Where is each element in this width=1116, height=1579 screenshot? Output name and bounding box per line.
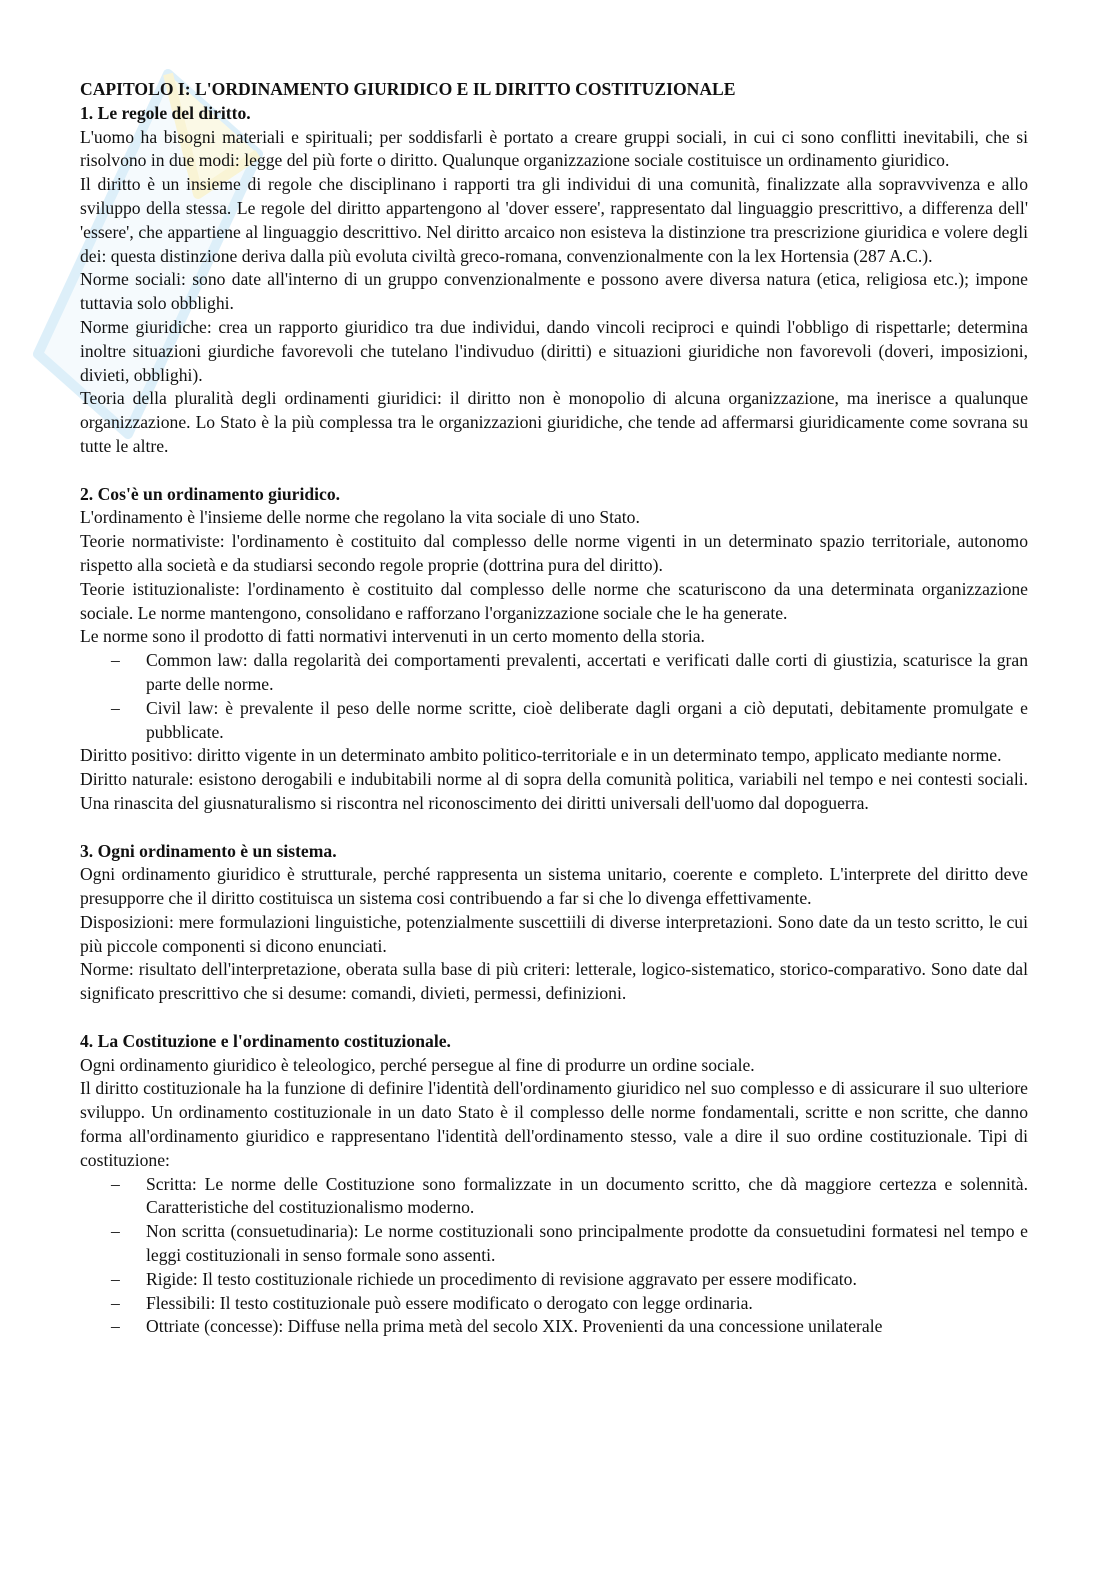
list-item: [80, 1173, 1028, 1221]
list-item: [80, 649, 1028, 697]
paragraph: L'ordinamento è l'insieme delle norme che regolano la vita sociale di uno Stato.: [80, 507, 640, 528]
dash-bullet-icon: –: [111, 1292, 120, 1313]
list-item: [80, 1268, 1028, 1292]
paragraph: Norme sociali: sono date all'interno di un gruppo convenzionalmente e possono avere diversa natura (etica, religiosa etc.); impone tuttavia solo obblighi.: [80, 269, 1028, 314]
list-item: [80, 1220, 1028, 1268]
paragraph: Ogni ordinamento giuridico è strutturale, perché rappresenta un sistema unitario, coerente e completo. L'interprete del diritto deve presupporre che il diritto costituisca un sistema cosi contribuendo a far si che lo divenga effettivamente.: [80, 864, 1028, 909]
paragraph: Ogni ordinamento giuridico è teleologico, perché persegue al fine di produrre un ordine sociale.: [80, 1054, 755, 1075]
section-heading: 3. Ogni ordinamento è un sistema.: [80, 840, 337, 861]
bullet-list: [80, 649, 1028, 744]
paragraph: Teoria della pluralità degli ordinamenti giuridici: il diritto non è monopolio di alcuna organizzazione, ma inerisce a qualunque organizzazione. Lo Stato è la più complessa tra le organizzazioni giuridiche, che tende ad affermarsi giuridicamente come sovrana su tutte le altre.: [80, 388, 1028, 456]
list-item-text: Non scritta (consuetudinaria): Le norme costituzionali sono principalmente prodotte da consuetudini formatesi nel tempo e leggi costituzionali in senso formale sono assenti.: [146, 1221, 1028, 1266]
section-2: [80, 483, 1028, 816]
list-item: [80, 697, 1028, 745]
dash-bullet-icon: –: [111, 650, 120, 671]
section-1: [80, 102, 1028, 459]
paragraph: Diritto naturale: esistono derogabili e indubitabili norme al di sopra della comunità politica, variabili nel tempo e nei contesti sociali. Una rinascita del giusnaturalismo si riscontra nel riconoscimento dei diritti universali dell'uomo dal dopoguerra.: [80, 769, 1028, 813]
list-item-text: Ottriate (concesse): Diffuse nella prima metà del secolo XIX. Provenienti da una concessione unilaterale: [146, 1316, 883, 1337]
document-page: [80, 78, 1028, 1339]
section-4: [80, 1030, 1028, 1339]
list-item: [80, 1315, 1028, 1339]
dash-bullet-icon: –: [111, 1268, 120, 1289]
dash-bullet-icon: –: [111, 1221, 120, 1242]
document-title: CAPITOLO I: L'ORDINAMENTO GIURIDICO E IL DIRITTO COSTITUZIONALE: [80, 79, 736, 99]
dash-bullet-icon: –: [111, 1316, 120, 1337]
list-item-text: Rigide: Il testo costituzionale richiede un procedimento di revisione aggravato per essere modificato.: [146, 1268, 857, 1289]
paragraph: Il diritto è un insieme di regole che disciplinano i rapporti tra gli individui di una comunità, finalizzate alla sopravvivenza e allo sviluppo della stessa. Le regole del diritto appartengono al 'dover essere', rappresentato dal linguaggio prescrittivo, a differenza dell' 'essere', che appartiene al linguaggio descrittivo. Nel diritto arcaico non esisteva la distinzione tra prescrizione giuridica e volere degli dei: questa distinzione deriva dalla più evoluta civiltà greco-romana, convenzionalmente con la lex Hortensia (287 A.C.).: [80, 174, 1028, 266]
section-3: [80, 840, 1028, 1007]
paragraph: Norme: risultato dell'interpretazione, oberata sulla base di più criteri: letterale, logico-sistematico, storico-comparativo. Sono date dal significato prescrittivo che si desume: comandi, divieti, permessi, definizioni.: [80, 959, 1028, 1004]
list-item: [80, 1292, 1028, 1316]
section-heading: 4. La Costituzione e l'ordinamento costituzionale.: [80, 1030, 451, 1051]
paragraph: Diritto positivo: diritto vigente in un determinato ambito politico-territoriale e in un determinato tempo, applicato mediante norme.: [80, 745, 1002, 766]
dash-bullet-icon: –: [111, 697, 120, 718]
paragraph: Disposizioni: mere formulazioni linguistiche, potenzialmente suscettiili di diverse interpretazioni. Sono date da un testo scritto, le cui più piccole componenti si dicono enunciati.: [80, 911, 1028, 956]
list-item-text: Scritta: Le norme delle Costituzione sono formalizzate in un documento scritto, che dà maggiore certezza e solennità. Caratteristiche del costituzionalismo moderno.: [146, 1173, 1028, 1218]
section-heading: 1. Le regole del diritto.: [80, 102, 251, 123]
list-item-text: Civil law: è prevalente il peso delle norme scritte, cioè deliberate dagli organi a ciò deputati, debitamente promulgate e pubblicate.: [146, 697, 1028, 742]
paragraph: Norme giuridiche: crea un rapporto giuridico tra due individui, dando vincoli reciproci e quindi l'obbligo di rispettarle; determina inoltre situazioni giurdiche favorevoli che tutelano l'indivuduo (diritti) e situazioni giuridiche non favorevoli (doveri, imposizioni, divieti, obblighi).: [80, 316, 1028, 385]
paragraph: Il diritto costituzionale ha la funzione di definire l'identità dell'ordinamento giuridico nel suo complesso e di assicurare il suo ulteriore sviluppo. Un ordinamento costituzionale in un dato Stato è il complesso delle norme fondamentali, scritte e non scritte, che danno forma all'ordinamento giuridico e rappresentano l'identità dell'ordinamento stesso, vale a dire il suo ordine costituzionale. Tipi di costituzione:: [80, 1078, 1028, 1170]
bullet-list: [80, 1173, 1028, 1340]
list-item-text: Flessibili: Il testo costituzionale può essere modificato o derogato con legge ordinaria.: [146, 1292, 753, 1313]
paragraph: L'uomo ha bisogni materiali e spirituali; per soddisfarli è portato a creare gruppi sociali, in cui ci sono conflitti inevitabili, che si risolvono in due modi: legge del più forte o diritto. Qualunque organizzazione sociale costituisce un ordinamento giuridico.: [80, 126, 1028, 171]
paragraph: Le norme sono il prodotto di fatti normativi intervenuti in un certo momento della storia.: [80, 626, 705, 647]
dash-bullet-icon: –: [111, 1173, 120, 1194]
paragraph: Teorie istituzionaliste: l'ordinamento è costituito dal complesso delle norme che scaturiscono da una determinata organizzazione sociale. Le norme mantengono, consolidano e rafforzano l'organizzazione sociale che le ha generate.: [80, 578, 1028, 623]
list-item-text: Common law: dalla regolarità dei comportamenti prevalenti, accertati e verificati dalle corti di giustizia, scaturisce la gran parte delle norme.: [146, 650, 1028, 694]
section-heading: 2. Cos'è un ordinamento giuridico.: [80, 483, 341, 504]
paragraph: Teorie normativiste: l'ordinamento è costituito dal complesso delle norme vigenti in un determinato spazio territoriale, autonomo rispetto alla società e da studiarsi secondo regole proprie (dottrina pura del diritto).: [80, 531, 1028, 575]
